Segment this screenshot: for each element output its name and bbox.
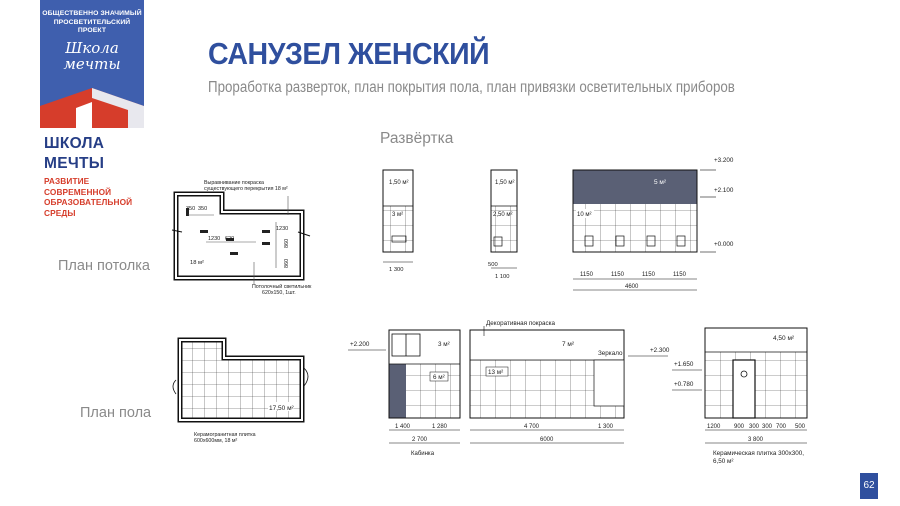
ceiling-plan-label: План потолка bbox=[58, 258, 150, 274]
elev-f-dim: 300 bbox=[749, 424, 760, 430]
elevation-b bbox=[488, 170, 517, 280]
elev-c-level: +0.000 bbox=[714, 241, 734, 248]
elev-f-area-top: 4,50 м² bbox=[773, 335, 795, 342]
page-subtitle: Проработка разверток, план покрытия пола, план привязки осветительных приборов bbox=[208, 79, 735, 96]
elevation-d bbox=[348, 330, 460, 457]
elev-d-total: 2 700 bbox=[412, 437, 428, 443]
elev-e-area-bottom: 13 м² bbox=[488, 369, 504, 376]
ceiling-dim: 1230 bbox=[276, 226, 289, 232]
ceiling-dim: 860 bbox=[284, 238, 290, 248]
page-number-badge: 62 bbox=[860, 473, 878, 499]
page-title: САНУЗЕЛ ЖЕНСКИЙ bbox=[208, 36, 490, 71]
elev-c-seg: 1150 bbox=[642, 272, 655, 278]
elev-e-level: +2.300 bbox=[650, 347, 670, 354]
elev-d-caption: Кабинка bbox=[411, 451, 435, 457]
elev-e-dim: 1 300 bbox=[598, 424, 614, 430]
floor-area: 17,50 м² bbox=[269, 405, 294, 412]
brand-script-line: мечты bbox=[63, 55, 121, 73]
elev-d-area-bottom: 6 м² bbox=[433, 374, 445, 381]
elev-f-note-tile: 6,50 м² bbox=[713, 458, 734, 465]
elev-e-total: 6000 bbox=[540, 437, 554, 443]
brand-caption-line: ПРОСВЕТИТЕЛЬСКИЙ ПРОЕКТ bbox=[53, 18, 131, 34]
elev-c-area-top: 5 м² bbox=[654, 179, 667, 186]
elev-e-note-mirror: Зеркало bbox=[598, 350, 623, 357]
floor-plan-label: План пола bbox=[80, 405, 152, 421]
ceiling-dim: 620 bbox=[225, 236, 235, 242]
elevation-e bbox=[470, 320, 670, 443]
ceiling-note-lamp: Потолочный светильник bbox=[252, 284, 312, 290]
elev-c-seg: 1150 bbox=[673, 272, 686, 278]
brand-script-line: Школа bbox=[65, 39, 119, 57]
elev-f-note-tile: Керамическая плитка 300х300, bbox=[713, 450, 805, 457]
brand-tagline-line: ОБРАЗОВАТЕЛЬНОЙ СРЕДЫ bbox=[44, 197, 133, 218]
floor-note-tile: 600х600мм, 18 м² bbox=[194, 438, 238, 444]
elevation-f bbox=[672, 328, 807, 465]
ceiling-note-lamp: 620х150, 1шт. bbox=[262, 290, 296, 296]
elev-b-area-bottom: 2,50 м² bbox=[493, 212, 513, 218]
ceiling-dim: 350 bbox=[186, 206, 196, 212]
floor-plan-drawing bbox=[173, 340, 308, 444]
elev-c-area-bottom: 10 м² bbox=[577, 212, 592, 218]
section-title: Развёртка bbox=[380, 130, 454, 147]
elev-f-dim: 1200 bbox=[707, 424, 721, 430]
elev-e-dim: 4 700 bbox=[524, 424, 540, 430]
elev-b-area-top: 1,50 м² bbox=[495, 180, 515, 186]
ceiling-dim: 350 bbox=[198, 206, 208, 212]
elev-f-dim: 900 bbox=[734, 424, 745, 430]
elev-f-dim: 700 bbox=[776, 424, 787, 430]
ceiling-dim: 1230 bbox=[208, 236, 221, 242]
elev-d-area-top: 3 м² bbox=[438, 341, 450, 348]
elev-c-level: +3.200 bbox=[714, 157, 734, 164]
elev-b-dim: 500 bbox=[488, 262, 498, 268]
elevation-a bbox=[383, 170, 413, 273]
ceiling-plan-drawing bbox=[172, 180, 312, 296]
elev-d-dim: 1 280 bbox=[432, 424, 448, 430]
elev-d-dim: 1 400 bbox=[395, 424, 411, 430]
elev-c-seg: 1150 bbox=[611, 272, 624, 278]
elev-c-seg: 1150 bbox=[580, 272, 593, 278]
ceiling-area: 18 м² bbox=[190, 260, 204, 266]
elev-e-note-paint: Декоративная покраска bbox=[486, 320, 556, 327]
brand-caption-line: ОБЩЕСТВЕННО ЗНАЧИМЫЙ bbox=[42, 10, 142, 17]
elev-b-width: 1 100 bbox=[495, 274, 510, 280]
elev-d-level: +2.200 bbox=[350, 341, 370, 348]
elev-c-level: +2.100 bbox=[714, 187, 734, 194]
elev-a-area-top: 1,50 м² bbox=[389, 180, 409, 186]
elev-f-total: 3 800 bbox=[748, 437, 764, 443]
elev-f-dim: 300 bbox=[762, 424, 773, 430]
elev-e-area-top: 7 м² bbox=[562, 341, 575, 348]
elev-f-level: +1.650 bbox=[674, 361, 694, 368]
brand-tagline-line: РАЗВИТИЕ СОВРЕМЕННОЙ bbox=[44, 176, 112, 197]
ceiling-dim: 860 bbox=[284, 258, 290, 268]
ceiling-note-paint: существующего перекрытия 18 м² bbox=[204, 186, 288, 192]
elev-f-level: +0.780 bbox=[674, 381, 694, 388]
elev-a-width: 1 300 bbox=[389, 267, 404, 273]
elev-a-area-bottom: 3 м² bbox=[392, 212, 404, 218]
elev-f-dim: 500 bbox=[795, 424, 806, 430]
brand-name: ШКОЛА МЕЧТЫ bbox=[44, 135, 105, 172]
elevation-c bbox=[573, 157, 734, 290]
ceiling-note-paint: Выравнивание покраска bbox=[204, 180, 264, 186]
elev-c-total: 4600 bbox=[625, 284, 639, 290]
floor-note-tile: Керамогранитная плитка bbox=[194, 432, 256, 438]
